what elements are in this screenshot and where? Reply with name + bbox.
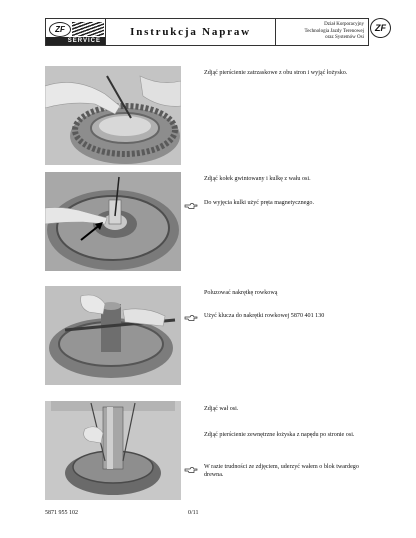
zf-badge: ZF — [49, 22, 71, 37]
step-1-text: Zdjąć pierścienie zatrzaskowe z obu stron i wyjąć łożysko. — [204, 70, 348, 76]
shaft-photo-illustration — [45, 401, 181, 500]
department-info — [276, 19, 368, 45]
page-number: 0/11 — [188, 510, 199, 516]
step-3-text: Poluzować nakrętkę rowkową — [204, 290, 278, 296]
zf-service-logo — [46, 19, 106, 45]
page-header — [45, 18, 369, 46]
logo-stripes — [72, 22, 104, 36]
pointing-hand-icon — [184, 466, 198, 474]
department-line: oraz Systemów Osi — [325, 35, 364, 41]
step-3-photo — [45, 286, 181, 385]
step-2-photo — [45, 172, 181, 271]
service-label: SERVICE — [46, 37, 105, 45]
zf-logo-right: ZF — [370, 18, 391, 38]
department-line: Dział Korporacyjny — [324, 22, 364, 28]
pointing-hand-icon — [184, 202, 198, 210]
step-2-text: Zdjąć kołek gwintowany i kulkę z wału osi. — [204, 176, 311, 182]
document-title: Instrukcja Napraw — [106, 19, 276, 45]
step-4-text-2: Zdjąć pierścienie zewnętrzne łożyska z napędu po stronie osi. — [204, 432, 355, 438]
step-4-note: W razie trudności ze zdjęciem, uderzyć wałem o blok twardego drewna. — [204, 464, 359, 478]
step-4-text-1: Zdjąć wał osi. — [204, 406, 239, 412]
step-3-note: Użyć klucza do nakrętki rowkowej 5870 401 130 — [204, 313, 325, 319]
step-2-note: Do wyjęcia kulki użyć pręta magnetycznego. — [204, 200, 314, 206]
housing-photo-illustration — [45, 172, 181, 271]
document-number: 5871 955 102 — [45, 510, 78, 516]
bearing-photo-illustration — [45, 66, 181, 165]
step-1-photo — [45, 66, 181, 165]
wrench-photo-illustration — [45, 286, 181, 385]
pointing-hand-icon — [184, 314, 198, 322]
department-line: Technologia Jazdy Terenowej — [304, 28, 364, 34]
step-4-photo — [45, 401, 181, 500]
